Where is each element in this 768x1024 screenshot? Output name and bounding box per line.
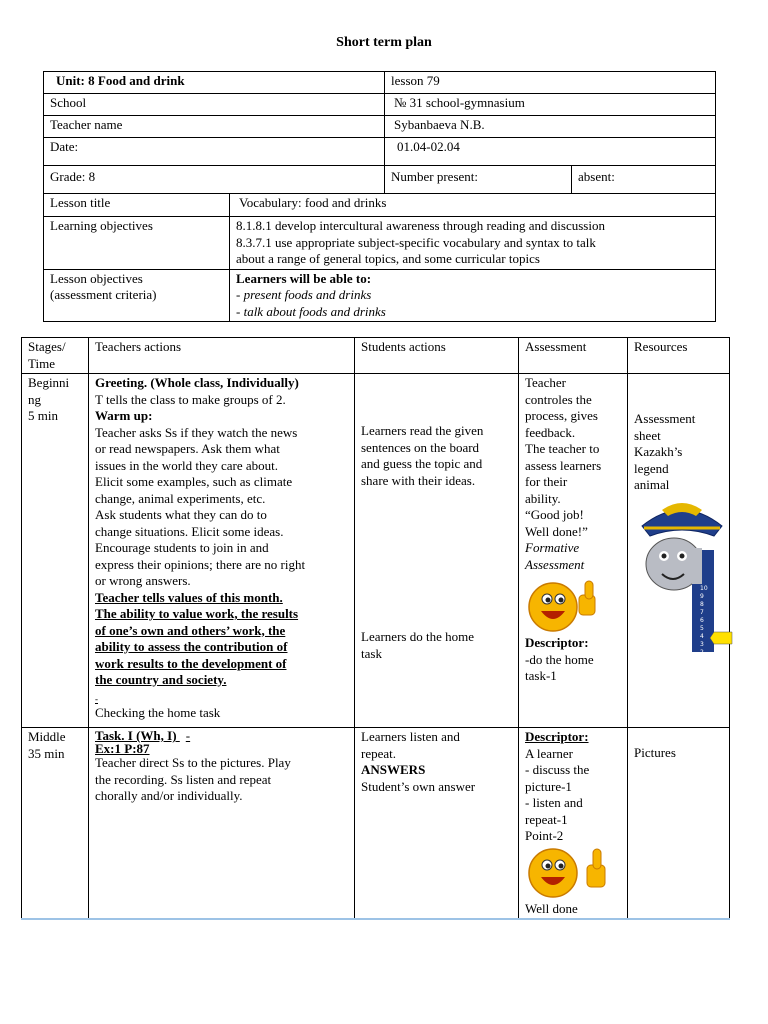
objective-item: - talk about foods and drinks <box>236 303 386 319</box>
text-line: share with their ideas. <box>361 472 476 488</box>
resources-beginning <box>628 374 730 728</box>
text-line: process, gives <box>525 408 598 423</box>
stage-line: Middle <box>28 729 66 744</box>
teacher-value: Sybanbaeva N.B. <box>385 116 716 138</box>
text-line: The teacher to <box>525 441 600 456</box>
students-lines <box>361 423 512 489</box>
header-table <box>43 71 716 322</box>
stage-line: Beginni <box>28 375 70 390</box>
text-line: Ask students what they can do to <box>95 507 267 522</box>
text-line: Assessment <box>634 411 696 426</box>
text-line: of one’s own and others’ work, the <box>95 622 286 638</box>
thumbs-up-smiley-icon <box>525 573 621 635</box>
resources-lines <box>634 411 723 494</box>
descriptor-lines <box>525 746 621 845</box>
teacher-actions-beginning <box>89 374 355 728</box>
text-line: Point-2 <box>525 828 564 843</box>
lesson-number: lesson 79 <box>385 72 716 94</box>
text-line: work results to the development of <box>95 655 287 671</box>
absent-cell: absent: <box>572 166 716 194</box>
text-line: change, animal experiments, etc. <box>95 490 266 506</box>
text-line: Teacher asks Ss if they watch the news <box>95 424 298 440</box>
gauge-number: 9 <box>700 592 704 600</box>
gauge-number: 10 <box>700 584 708 592</box>
task-heading: Task. I (Wh, I) <box>95 728 177 743</box>
text-line: “Good job! <box>525 507 584 522</box>
document-title: Short term plan <box>336 35 432 50</box>
header-stages: Stages/ Time <box>22 338 89 374</box>
label-line: (assessment criteria) <box>50 287 157 302</box>
text-line: Learners do the home <box>361 629 474 644</box>
descriptor-heading: Descriptor: <box>525 635 589 650</box>
assessment-lines <box>525 375 621 540</box>
stage-line: ng <box>28 391 41 407</box>
lesson-title-value: Vocabulary: food and drinks <box>230 194 716 217</box>
text-line: picture-1 <box>525 778 572 794</box>
gauge-number: 7 <box>700 608 704 616</box>
resources-middle <box>628 728 730 920</box>
text-line: issues in the world they care about. <box>95 457 279 473</box>
gauge-number: 8 <box>700 600 704 608</box>
objective-item: - present foods and drinks <box>236 287 372 302</box>
text-line: repeat-1 <box>525 811 568 827</box>
teacher-label: Teacher name <box>44 116 385 138</box>
text-line: Formative <box>525 540 580 555</box>
text-line: assess learners <box>525 457 602 473</box>
text-line: Encourage students to join in and <box>95 540 269 555</box>
text-line: repeat. <box>361 745 397 761</box>
stage-middle <box>22 728 89 920</box>
school-value: № 31 school-gymnasium <box>385 94 716 116</box>
text-line: - discuss the <box>525 762 590 777</box>
assessment-beginning <box>519 374 628 728</box>
text-line: task <box>361 645 382 661</box>
text-line: for their <box>525 474 568 489</box>
text-line: sentences on the board <box>361 439 480 455</box>
lesson-title-label: Lesson title <box>44 194 230 217</box>
checking-home-task: Checking the home task <box>95 704 221 720</box>
text-line: Kazakh’s <box>634 444 683 459</box>
thumbs-up-smiley-icon <box>525 845 621 901</box>
text-line: the country and society. <box>95 672 227 687</box>
header-resources: Resources <box>628 338 730 374</box>
header-teacher: Teachers actions <box>89 338 355 374</box>
greeting-heading: Greeting. (Whole class, Individually) <box>95 375 299 390</box>
students-actions-middle <box>355 728 519 920</box>
text-line: Teacher <box>525 375 566 390</box>
teacher-actions-middle <box>89 728 355 920</box>
text-line: A learner <box>525 745 574 761</box>
text-line: or wrong answers. <box>95 573 191 588</box>
header-assessment: Assessment <box>519 338 628 374</box>
gauge-number: 6 <box>700 616 704 624</box>
objectives-heading: Learners will be able to: <box>236 270 372 286</box>
text-line: Learners listen and <box>361 729 460 744</box>
warm-up-heading: Warm up: <box>95 408 153 423</box>
text-line: Assessment <box>525 556 585 572</box>
objective-line: about a range of general topics, and some curricular topics <box>236 251 540 266</box>
learning-objectives-label: Learning objectives <box>44 217 230 270</box>
text-line: Teacher direct Ss to the pictures. Play <box>95 755 291 770</box>
text-line: controles the <box>525 391 592 407</box>
snow-leopard-assessment-icon <box>632 494 732 664</box>
text-line: The ability to value work, the results <box>95 606 299 621</box>
grade-cell: Grade: 8 <box>44 166 385 194</box>
text-line: Well done!” <box>525 523 588 539</box>
assessment-middle <box>519 728 628 920</box>
school-label: School <box>44 94 385 116</box>
teacher-lines <box>95 425 348 590</box>
gauge-number: 3 <box>700 640 704 648</box>
text-line: -do the home <box>525 651 594 667</box>
students-actions-beginning <box>355 374 519 728</box>
gauge-number: 5 <box>700 624 704 632</box>
text-line: Student’s own answer <box>361 778 476 794</box>
text-line: and guess the topic and <box>361 456 483 471</box>
text-line: change situations. Elicit some ideas. <box>95 523 284 539</box>
text-line: sheet <box>634 427 661 443</box>
stage-beginning <box>22 374 89 728</box>
plan-table <box>21 337 730 920</box>
text-line: Elicit some examples, such as climate <box>95 474 293 489</box>
text-line: chorally and/or individually. <box>95 788 243 803</box>
unit-cell: Unit: 8 Food and drink <box>44 72 385 94</box>
text-line: ability. <box>525 490 561 506</box>
lesson-objectives-label <box>44 269 230 322</box>
well-done-text: Well done <box>525 900 578 916</box>
answers-heading: ANSWERS <box>361 762 426 777</box>
gauge-number: 1 <box>700 656 704 664</box>
text-line: or read newspapers. Ask them what <box>95 441 280 456</box>
objective-line: 8.1.8.1 develop intercultural awareness through reading and discussion <box>236 218 605 233</box>
text-line: animal <box>634 477 670 492</box>
text-line: Learners read the given <box>361 423 484 438</box>
stage-line: 35 min <box>28 745 65 761</box>
label-line: Lesson objectives <box>50 270 143 286</box>
dash-mark: - <box>185 728 191 743</box>
header-students: Students actions <box>355 338 519 374</box>
learning-objectives <box>230 217 716 270</box>
stage-line: 5 min <box>28 408 58 423</box>
lesson-objectives <box>230 269 716 322</box>
gauge-number: 4 <box>700 632 704 640</box>
number-present: Number present: <box>385 166 572 194</box>
descriptor-heading: Descriptor: <box>525 729 589 744</box>
objective-line: 8.3.7.1 use appropriate subject-specific vocabulary and syntax to talk <box>236 234 596 250</box>
dash-mark: - <box>95 693 98 704</box>
text-line: task-1 <box>525 668 557 683</box>
text-line: T tells the class to make groups of 2. <box>95 391 286 407</box>
date-value: 01.04-02.04 <box>385 138 716 166</box>
text-line: express their opinions; there are no right <box>95 556 306 572</box>
legend-animal-picture <box>632 494 723 664</box>
date-label: Date: <box>44 138 385 166</box>
text-line: - listen and <box>525 795 583 810</box>
text-line: the recording. Ss listen and repeat <box>95 771 272 787</box>
exercise-ref: Ex:1 P:87 <box>95 741 150 756</box>
text-line: feedback. <box>525 424 576 440</box>
text-line: Teacher tells values of this month. <box>95 589 283 605</box>
text-line: legend <box>634 460 669 476</box>
values-lines <box>95 590 348 689</box>
text-line: ability to assess the contribution of <box>95 639 288 654</box>
gauge-number: 2 <box>700 648 704 656</box>
resources-text: Pictures <box>634 745 676 760</box>
